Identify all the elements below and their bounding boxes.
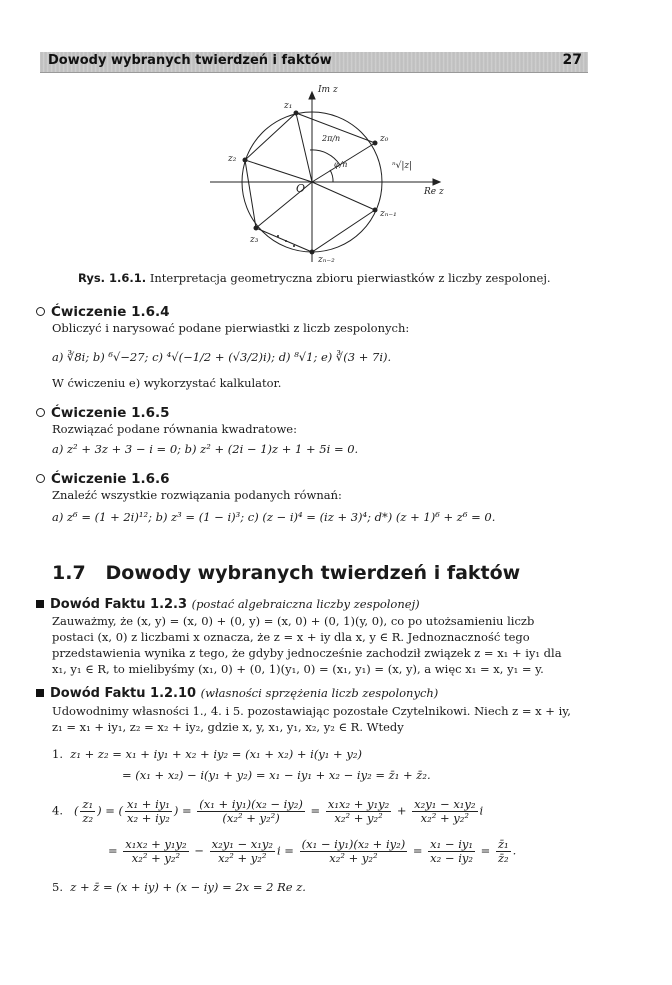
label-z1: z₁ [284,101,293,111]
label-radius: ⁿ√|z| [392,161,413,171]
label-phi: φ/n [334,160,348,169]
property-1-line-a: 1. z₁ + z₂ = x₁ + iy₁ + x₂ + iy₂ = (x₁ + x₂) + i(y₁ + y₂) [52,747,362,761]
root-dot [243,158,248,163]
root-dot [294,111,299,116]
re-arrow [433,179,440,185]
property-4-row-2: = $\frac{\text{x₁x₂ + y₁y₂}}{\text{x₂² + y₂²}}$ − $\frac{\text{x₂y₁ − x₁y₂}}{\text{x₂² + y₂²}}$ i = $\frac{\text{(x₁ − iy₁)(x₂ + iy₂)}}{\text{x₂² + y₂²}}$ = $\frac{\text{x₁ − iy₁}}{\text{x₂ − iy₂}}$ = $\frac{\text{z̄₁}}{\text{z̄₂}}$ . [108,837,517,865]
proof-text: Udowodnimy własności 1., 4. i 5. pozostawiając pozostałe Czytelnikowi. Niech z = x + iy, [52,704,571,718]
root-dot [254,226,259,231]
proof-2-title: Dowód Faktu 1.2.10 (własności sprzężenia liczb zespolonych) [36,686,438,701]
im-arrow [309,92,315,99]
circle-marker-icon [36,474,45,483]
root-dot [310,250,315,255]
exercise-text: W ćwiczeniu e) wykorzystać kalkulator. [52,376,282,390]
root-dot [373,208,378,213]
label-angle: 2π/n [322,134,341,143]
property-1-line-b: = (x₁ + x₂) − i(y₁ + y₂) = x₁ − iy₁ + x₂ − iy₂ = z̄₁ + z̄₂. [122,768,431,782]
square-marker-icon [36,600,44,608]
phi-arc [330,170,333,182]
label-im: Im z [318,85,338,95]
exercise-text: Obliczyć i narysować podane pierwiastki z liczb zespolonych: [52,321,410,335]
circle-marker-icon [36,307,45,316]
property-5-line: 5. z + z̄ = (x + iy) + (x − iy) = 2x = 2 Re z. [52,880,306,894]
label-re: Re z [424,187,444,197]
circle-marker-icon [36,408,45,417]
exercise-1-6-5-title: Ćwiczenie 1.6.5 [36,405,170,421]
section-title: 1.7 Dowody wybranych twierdzeń i faktów [52,562,521,584]
proof-text: x₁, y₁ ∈ R, to mielibyśmy (x₁, 0) + (0, 1)(y₁, 0) = (x₁, y₁) = (x, y), a więc x₁ = x, y₁ = y. [52,662,544,676]
square-marker-icon [36,689,44,697]
roots-figure [0,0,672,270]
proof-1-title: Dowód Faktu 1.2.3 (postać algebraiczna liczby zespolonej) [36,597,420,612]
exercise-1-6-6-title: Ćwiczenie 1.6.6 [36,471,170,487]
exercise-text: Znaleźć wszystkie rozwiązania podanych równań: [52,488,342,502]
label-origin: O [296,182,306,195]
proof-text: przedstawienia wynika z tego, że gdyby jednocześnie zachodził związek z = x₁ + iy₁ dla [52,646,562,660]
label-zn1: zₙ₋₁ [380,209,397,219]
exercise-items: a) ∛8i; b) ⁶√−27; c) ⁴√(−1/2 + (√3/2)i); d) ⁸√1; e) ∛(3 + 7i). [52,350,392,364]
exercise-text: Rozwiązać podane równania kwadratowe: [52,422,297,436]
proof-text: z₁ = x₁ + iy₁, z₂ = x₂ + iy₂, gdzie x, y, x₁, y₁, x₂, y₂ ∈ R. Wtedy [52,720,404,734]
exercise-items: a) z² + 3z + 3 − i = 0; b) z² + (2i − 1)z + 1 + 5i = 0. [52,442,359,456]
label-z0: z₀ [380,134,389,144]
exercise-1-6-4-title: Ćwiczenie 1.6.4 [36,304,170,320]
exercise-items: a) z⁶ = (1 + 2i)¹²; b) z³ = (1 − i)³; c) (z − i)⁴ = (iz + 3)⁴; d*) (z + 1)⁶ + z⁶ = 0. [52,510,496,524]
proof-text: postaci (x, 0) z liczbami x oznacza, że z = x + iy dla x, y ∈ R. Jednoznaczność tego [52,630,530,644]
header-title: Dowody wybranych twierdzeń i faktów [48,53,332,68]
page-number: 27 [562,52,582,68]
caption-text: Interpretacja geometryczna zbioru pierwiastków z liczby zespolonej. [149,271,551,285]
radius-z1 [296,113,312,182]
label-z3: z₃ [250,235,259,245]
figure-caption [78,271,551,285]
label-zn2: zₙ₋₂ [318,255,335,265]
caption-label: Rys. 1.6.1. [78,271,147,285]
proof-text: Zauważmy, że (x, y) = (x, 0) + (0, y) = (x, 0) + (0, 1)(y, 0), co po utożsamieniu liczb [52,614,535,628]
root-dot [373,141,378,146]
label-z2: z₂ [228,154,237,164]
property-4-row-1: 4. ( $\frac{\text{z₁}}{\text{z₂}}$ ) = ( $\frac{\text{x₁ + iy₁}}{\text{x₂ + iy₂}}$ ) = $\frac{\text{(x₁ + iy₁)(x₂ − iy₂)}}{\text{(x₂² + y₂²)}}$ = $\frac{\text{x₁x₂ + y₁y₂}}{\text{x₂² + y₂²}}$ + $\frac{\text{x₂y₁ − x₁y₂}}{\text{x₂² + y₂²}}$ i [52,797,484,825]
